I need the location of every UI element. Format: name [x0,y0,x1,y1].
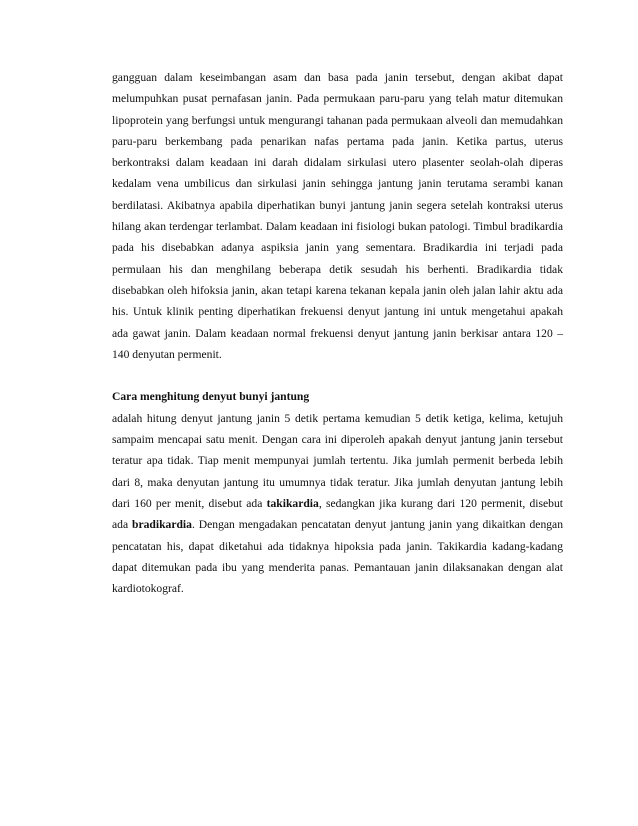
text-segment: . Dengan mengadakan pencatatan denyut jantung janin yang dikaitkan dengan pencatatan his, dapat diketahui ada tidaknya hipoksia pada janin. Takikardia kadang-kadang dapat ditemukan pada ibu yang menderita panas. Pemantauan janin dilaksanakan dengan alat kardiotokograf. [112,518,563,596]
text-segment: , sedangkan jika kurang dari 120 permenit, disebut ada [112,496,563,532]
section-heading: Cara menghitung denyut bunyi jantung [112,390,310,404]
term-bradikardia: bradikardia [132,518,192,532]
document-body [112,67,563,599]
text-segment: adalah hitung denyut jantung janin 5 detik pertama kemudian 5 detik ketiga, kelima, ketujuh sampaim mencapai satu menit. Dengan cara ini diperoleh apakah denyut jantung janin tersebut teratur apa tidak. Tiap menit mempunyai jumlah tertentu. Jika jumlah permenit berbeda lebih dari 8, maka denyutan jantung itu umumnya tidak teratur. Jika jumlah denyutan jantung lebih dari 160 per menit, disebut ada [112,411,563,510]
paragraph-counting-method [112,408,563,600]
paragraph-fetal-heart-physiology: gangguan dalam keseimbangan asam dan basa pada janin tersebut, dengan akibat dapat melumpuhkan pusat pernafasan janin. Pada permukaan paru-paru yang telah matur ditemukan lipoprotein yang berfungsi untuk mengurangi tahanan pada permukaan alveoli dan memudahkan paru-paru berkembang pada penarikan nafas pertama pada janin. Ketika partus, uterus berkontraksi dalam keadaan ini darah didalam sirkulasi utero plasenter seolah-olah diperas kedalam vena umbilicus dan sirkulasi janin sehingga jantung janin terutama serambi kanan berdilatasi. Akibatnya apabila diperhatikan bunyi jantung janin segera setelah kontraksi uterus hilang akan terdengar terlambat. Dalam keadaan ini fisiologi bukan patologi. Timbul bradikardia pada his disebabkan adanya aspiksia janin yang sementara. Bradikardia ini terjadi pada permulaan his dan menghilang beberapa detik sesudah his berhenti. Bradikardia tidak disebabkan oleh hifoksia janin, akan tetapi karena tekanan kepala janin oleh jalan lahir aktu ada his. Untuk klinik penting diperhatikan frekuensi denyut jantung ini untuk mengetahui apakah ada gawat janin. Dalam keadaan normal frekuensi denyut jantung janin berkisar antara 120 – 140 denyutan permenit. [112,71,563,361]
paragraph-spacer [112,365,563,386]
term-takikardia: takikardia [266,496,319,510]
